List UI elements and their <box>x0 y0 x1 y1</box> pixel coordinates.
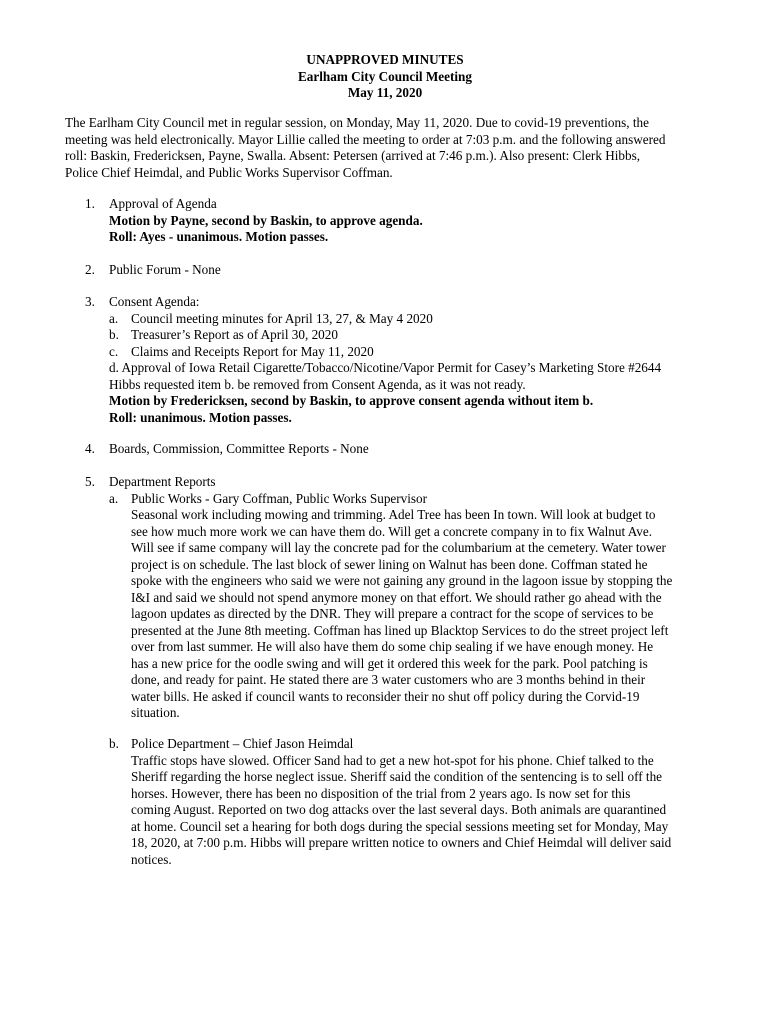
item-title: Approval of Agenda <box>109 196 217 211</box>
consent-item-text: Treasurer’s Report as of April 30, 2020 <box>131 327 338 342</box>
report-line: presented at the June 8th meeting. Coffman has lined up Blacktop Services to do the street project left <box>131 622 669 638</box>
consent-item-a <box>109 311 715 328</box>
intro-line: roll: Baskin, Fredericksen, Payne, Swalla. Absent: Petersen (arrived at 7:46 p.m.). Also present: Clerk Hibbs, <box>65 148 641 163</box>
item-number: 3. <box>85 294 95 309</box>
report-line: lagoon updates as directed by the DNR. They will prepare a contract for the scope of services to be <box>131 606 654 621</box>
item-letter: a. <box>109 310 119 326</box>
department-report-b-block <box>85 736 715 868</box>
agenda-item-1 <box>85 196 715 246</box>
report-line: over from last summer. He will also have them do some chip sealing if we have enough money. He <box>131 639 654 654</box>
minutes-header <box>0 52 770 102</box>
report-line: coming August. Reported on two dog attacks over the last several days. Both animals are quarantined <box>131 802 667 817</box>
agenda-item-3 <box>85 294 715 426</box>
report-line: water bills. He asked if council wants to reconsider their no shut off policy during the Corvid-19 <box>131 688 640 704</box>
report-line: I&I and said we should not spend anymore money on that effort. We should rather go ahead with the <box>131 589 662 605</box>
consent-item-text: Claims and Receipts Report for May 11, 2020 <box>131 343 374 359</box>
consent-note: Hibbs requested item b. be removed from Consent Agenda, as it was not ready. <box>109 376 526 392</box>
department-title: Police Department – Chief Jason Heimdal <box>131 736 354 751</box>
agenda-item-4 <box>85 441 715 458</box>
intro-paragraph <box>65 115 715 181</box>
report-line: 18, 2020, at 7:00 p.m. Hibbs will prepare written notice to owners and Chief Heimdal will deliver said <box>131 835 672 850</box>
item-letter: b. <box>109 327 119 342</box>
agenda-item-5 <box>85 474 715 722</box>
consent-item-text: Council meeting minutes for April 13, 27, & May 4 2020 <box>131 310 433 326</box>
report-line: see how much more work we can have them do. Will get a concrete company in to fix Walnut Ave. <box>131 523 652 539</box>
intro-line: The Earlham City Council met in regular session, on Monday, May 11, 2020. Due to covid-19 preventions, the <box>65 115 649 130</box>
report-line: at home. Council set a hearing for both dogs during the special sessions meeting set for Monday, May <box>131 818 669 834</box>
roll-text: Roll: unanimous. Motion passes. <box>109 409 292 425</box>
report-line: situation. <box>131 705 180 720</box>
motion-text: Motion by Fredericksen, second by Baskin, to approve consent agenda without item b. <box>109 393 594 408</box>
item-title: Boards, Commission, Committee Reports - None <box>109 441 369 456</box>
report-line: Seasonal work including mowing and trimming. Adel Tree has been In town. Will look at budget to <box>131 507 656 522</box>
report-line: horses. However, there has been no disposition of the trial from 2 years ago. Is now set for this <box>131 785 631 801</box>
consent-item-c <box>109 344 715 361</box>
item-letter: b. <box>109 736 119 751</box>
report-line: done, and ready for paint. He stated there are 3 water customers who are 3 months behind in their <box>131 672 646 687</box>
report-line: Will see if same company will lay the concrete pad for the columbarium at the cemetery. Water tower <box>131 540 666 555</box>
agenda-item-2 <box>85 262 715 279</box>
item-number: 5. <box>85 474 95 489</box>
item-title: Public Forum - None <box>109 262 221 277</box>
report-line: project is on schedule. The last block of sewer lining on Walnut has been done. Coffman stated he <box>131 556 648 572</box>
roll-text: Roll: Ayes - unanimous. Motion passes. <box>109 229 329 244</box>
consent-item-b <box>109 327 715 344</box>
header-meeting-name: Earlham City Council Meeting <box>298 68 472 84</box>
item-number: 2. <box>85 262 95 277</box>
consent-item-d: d. Approval of Iowa Retail Cigarette/Tobacco/Nicotine/Vapor Permit for Casey’s Marketing Store #2644 <box>109 360 662 375</box>
department-report-b <box>109 736 715 753</box>
item-letter: c. <box>109 343 119 359</box>
report-line: Traffic stops have slowed. Officer Sand had to get a new hot-spot for his phone. Chief talked to the <box>131 752 654 768</box>
header-title: UNAPPROVED MINUTES <box>306 52 464 67</box>
intro-line: Police Chief Heimdal, and Public Works Supervisor Coffman. <box>65 164 393 180</box>
item-title: Department Reports <box>109 474 216 489</box>
report-line: has a new price for the oodle swing and will get it ordered this week for the park. Pool patching is <box>131 655 648 671</box>
police-report <box>131 753 715 869</box>
item-number: 4. <box>85 441 95 456</box>
motion-text: Motion by Payne, second by Baskin, to approve agenda. <box>109 212 423 228</box>
department-title: Public Works - Gary Coffman, Public Works Supervisor <box>131 490 428 506</box>
intro-line: meeting was held electronically. Mayor Lillie called the meeting to order at 7:03 p.m. and the following answered <box>65 131 666 147</box>
item-title: Consent Agenda: <box>109 294 200 309</box>
item-number: 1. <box>85 196 95 211</box>
item-letter: a. <box>109 490 119 506</box>
department-report-a <box>109 491 715 508</box>
report-line: Sheriff regarding the horse neglect issue. Sheriff said the condition of the sentencing is to sell off the <box>131 769 663 784</box>
report-line: spoke with the engineers who said we were not gaining any ground in the lagoon issue by stopping the <box>131 573 673 588</box>
report-line: notices. <box>131 851 172 867</box>
header-date: May 11, 2020 <box>347 85 423 100</box>
public-works-report <box>131 507 715 722</box>
